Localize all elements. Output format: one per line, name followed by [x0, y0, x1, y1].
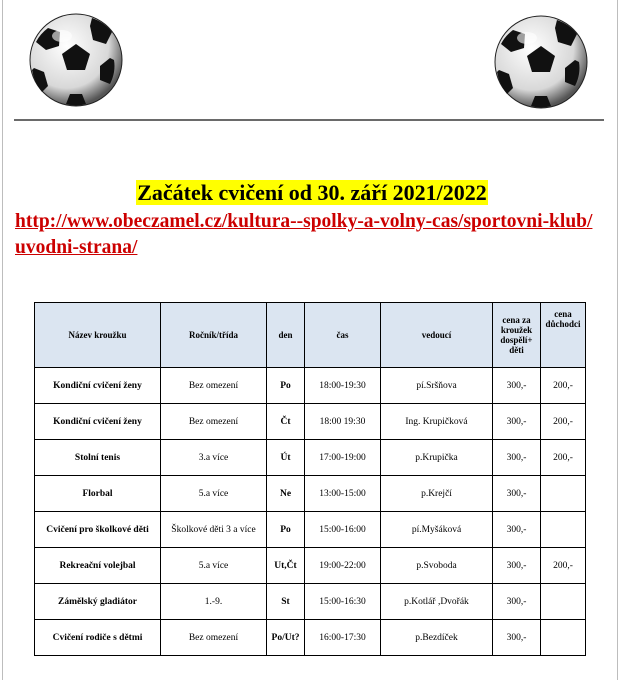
cell-day: Ne [267, 476, 305, 512]
cell-price: 300,- [493, 440, 541, 476]
page-title [0, 180, 624, 206]
cell-grade: 1.-9. [161, 584, 267, 620]
cell-price: 300,- [493, 404, 541, 440]
cell-name: Cvičení pro školkové děti [35, 512, 161, 548]
cell-senior-price: 200,- [541, 440, 586, 476]
cell-time: 19:00-22:00 [305, 548, 381, 584]
cell-grade: Bez omezení [161, 404, 267, 440]
cell-leader: p.Kotlář ,Dvořák [381, 584, 493, 620]
cell-grade: Bez omezení [161, 620, 267, 656]
cell-grade: Bez omezení [161, 368, 267, 404]
cell-senior-price: 200,- [541, 404, 586, 440]
table-header-row [35, 303, 586, 368]
cell-price: 300,- [493, 584, 541, 620]
cell-time: 15:00-16:30 [305, 584, 381, 620]
cell-price: 300,- [493, 476, 541, 512]
club-link[interactable]: http://www.obeczamel.cz/kultura--spolky-a-volny-cas/sportovni-klub/uvodni-strana/ [15, 211, 593, 258]
cell-day: St [267, 584, 305, 620]
table-row [35, 404, 586, 440]
cell-price: 300,- [493, 620, 541, 656]
cell-time: 13:00-15:00 [305, 476, 381, 512]
cell-time: 15:00-16:00 [305, 512, 381, 548]
table-row [35, 512, 586, 548]
cell-leader: p.Krupička [381, 440, 493, 476]
schedule-table [34, 302, 586, 656]
table-row [35, 548, 586, 584]
cell-name: Stolní tenis [35, 440, 161, 476]
table-row [35, 368, 586, 404]
cell-price: 300,- [493, 548, 541, 584]
cell-senior-price: 200,- [541, 368, 586, 404]
cell-day: Po/Ut? [267, 620, 305, 656]
cell-senior-price: 200,- [541, 548, 586, 584]
soccer-ball-icon [491, 12, 591, 112]
cell-day: Po [267, 368, 305, 404]
cell-grade: Školkové děti 3 a více [161, 512, 267, 548]
cell-price: 300,- [493, 368, 541, 404]
cell-name: Zámělský gladiátor [35, 584, 161, 620]
cell-grade: 3.a více [161, 440, 267, 476]
column-header-price: cena za kroužek dospělí+ děti [493, 303, 541, 368]
cell-day: Út [267, 440, 305, 476]
horizontal-divider [14, 119, 604, 121]
cell-time: 18:00 19:30 [305, 404, 381, 440]
cell-senior-price [541, 512, 586, 548]
cell-time: 17:00-19:00 [305, 440, 381, 476]
column-header-name: Název kroužku [35, 303, 161, 368]
cell-grade: 5.a více [161, 476, 267, 512]
column-header-time: čas [305, 303, 381, 368]
cell-name: Rekreační volejbal [35, 548, 161, 584]
table-row [35, 440, 586, 476]
cell-leader: p.Krejčí [381, 476, 493, 512]
column-header-day: den [267, 303, 305, 368]
table-row [35, 620, 586, 656]
cell-name: Kondiční cvičení ženy [35, 368, 161, 404]
soccer-ball-icon [26, 10, 126, 110]
cell-senior-price [541, 620, 586, 656]
cell-grade: 5.a více [161, 548, 267, 584]
cell-senior-price [541, 584, 586, 620]
column-header-senior: cena důchodci [541, 303, 586, 368]
cell-senior-price [541, 476, 586, 512]
cell-leader: p.Bezdíček [381, 620, 493, 656]
cell-day: Po [267, 512, 305, 548]
cell-leader: pí.Sršňova [381, 368, 493, 404]
cell-day: Čt [267, 404, 305, 440]
cell-time: 16:00-17:30 [305, 620, 381, 656]
title-text: Začátek cvičení od 30. září 2021/2022 [137, 180, 487, 205]
column-header-leader: vedoucí [381, 303, 493, 368]
cell-name: Florbal [35, 476, 161, 512]
table-row [35, 476, 586, 512]
cell-leader: p.Svoboda [381, 548, 493, 584]
cell-leader: Ing. Krupičková [381, 404, 493, 440]
cell-price: 300,- [493, 512, 541, 548]
cell-time: 18:00-19:30 [305, 368, 381, 404]
cell-name: Cvičení rodiče s dětmi [35, 620, 161, 656]
column-header-grade: Ročník/třída [161, 303, 267, 368]
cell-name: Kondiční cvičení ženy [35, 404, 161, 440]
cell-day: Ut,Čt [267, 548, 305, 584]
cell-leader: pí.Myšáková [381, 512, 493, 548]
table-row [35, 584, 586, 620]
